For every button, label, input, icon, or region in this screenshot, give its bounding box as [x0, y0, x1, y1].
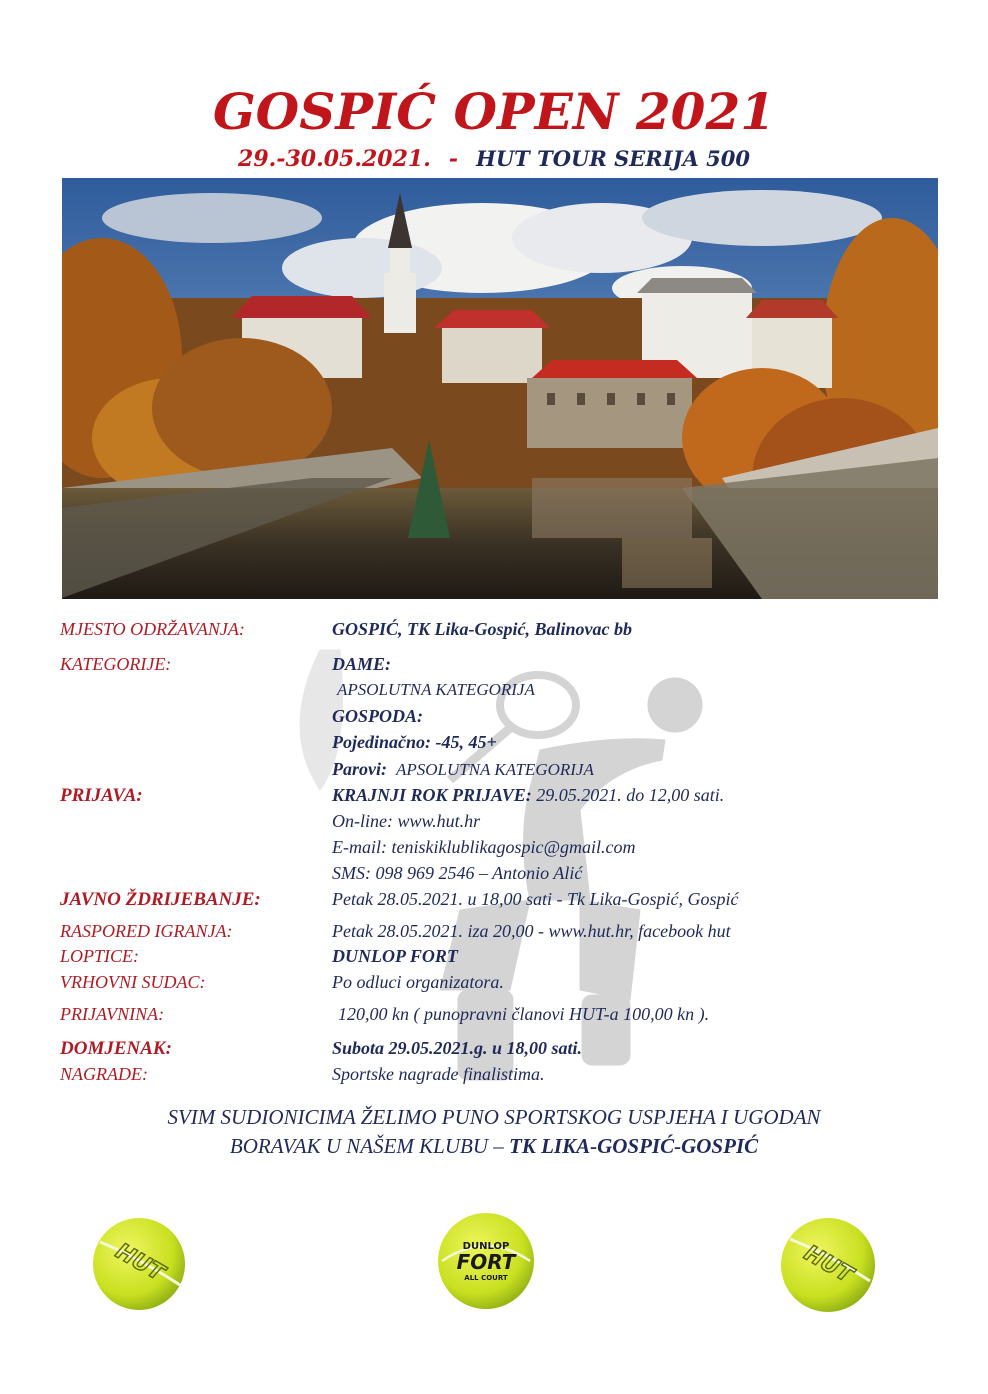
category-men: GOSPODA:	[332, 706, 424, 726]
venue-label: MJESTO ODRŽAVANJA:	[60, 619, 245, 639]
deadline-line	[332, 785, 724, 806]
fee-label: PRIJAVNINA:	[60, 1004, 165, 1024]
detail-row-registration	[0, 785, 988, 811]
event-dates: 29.-30.05.2021.	[238, 146, 431, 172]
detail-row-sms	[0, 863, 988, 889]
dunlop-sub-text: ALL COURT	[464, 1274, 508, 1282]
balls-value: DUNLOP FORT	[332, 946, 458, 966]
draw-label: JAVNO ŽDRIJEBANJE:	[60, 889, 261, 910]
doubles-label: Parovi:	[332, 759, 387, 779]
prizes-label: NAGRADE:	[60, 1064, 148, 1084]
balls-label: LOPTICE:	[60, 946, 140, 966]
registration-label: PRIJAVA:	[60, 785, 143, 806]
subtitle-separator: -	[448, 146, 459, 172]
detail-row-women-category	[0, 680, 988, 706]
dunlop-brand-text: DUNLOP	[462, 1241, 510, 1252]
detail-row-draw	[0, 889, 988, 915]
closing-line-2-start: BORAVAK U NAŠEM KLUBU –	[229, 1134, 504, 1158]
closing-club-name: TK LIKA-GOSPIĆ-GOSPIĆ	[509, 1134, 759, 1158]
prizes-value: Sportske nagrade finalistima.	[332, 1064, 545, 1084]
deadline-label: KRAJNJI ROK PRIJAVE:	[332, 785, 532, 805]
closing-line-1: SVIM SUDIONICIMA ŽELIMO PUNO SPORTSKOG USPJEHA I UGODAN	[167, 1105, 821, 1129]
venue-value: GOSPIĆ, TK Lika-Gospić, Balinovac bb	[332, 619, 632, 639]
poster-title: GOSPIĆ OPEN 2021	[212, 82, 776, 141]
schedule-value: Petak 28.05.2021. iza 20,00 - www.hut.hr, facebook hut	[332, 921, 731, 941]
dunlop-model-text: FORT	[456, 1250, 516, 1274]
reception-label: DOMJENAK:	[60, 1038, 172, 1059]
detail-row-doubles	[0, 759, 988, 785]
tour-series: HUT TOUR SERIJA 500	[476, 146, 750, 171]
category-women: DAME:	[332, 654, 392, 674]
closing-line-2	[0, 1134, 988, 1159]
referee-value: Po odluci organizatora.	[332, 972, 504, 992]
doubles-category: APSOLUTNA KATEGORIJA	[395, 760, 594, 779]
detail-row-email	[0, 837, 988, 863]
email-contact: E-mail: teniskiklublikagospic@gmail.com	[332, 837, 636, 857]
dunlop-fort-tennis-ball-icon	[436, 1211, 536, 1311]
poster-subtitle	[0, 146, 988, 172]
detail-row-fee	[0, 1004, 988, 1030]
doubles-value	[332, 759, 594, 780]
detail-row-online	[0, 811, 988, 837]
referee-label: VRHOVNI SUDAC:	[60, 972, 206, 992]
reception-value: Subota 29.05.2021.g. u 18,00 sati.	[332, 1038, 583, 1058]
hut-logo-text-right: HUT	[799, 1240, 857, 1289]
detail-row-referee	[0, 972, 988, 998]
detail-row-venue	[0, 619, 988, 645]
detail-row-categories	[0, 654, 988, 680]
hut-logo-text-left: HUT	[111, 1239, 169, 1287]
detail-row-reception	[0, 1038, 988, 1064]
fee-value: 120,00 kn ( punopravni članovi HUT-a 100,00 kn ).	[338, 1004, 710, 1024]
hut-tennis-ball-right-icon	[780, 1217, 876, 1313]
women-category-value: APSOLUTNA KATEGORIJA	[337, 680, 535, 699]
detail-row-singles	[0, 732, 988, 758]
singles-value: Pojedinačno: -45, 45+	[332, 732, 497, 752]
detail-row-men	[0, 706, 988, 732]
detail-row-schedule	[0, 921, 988, 947]
detail-row-balls	[0, 946, 988, 972]
detail-row-prizes	[0, 1064, 988, 1090]
sms-contact: SMS: 098 969 2546 – Antonio Alić	[332, 863, 583, 883]
categories-label: KATEGORIJE:	[60, 654, 172, 674]
schedule-label: RASPORED IGRANJA:	[60, 921, 233, 941]
online-registration: On-line: www.hut.hr	[332, 811, 481, 831]
hut-tennis-ball-left-icon	[92, 1217, 186, 1311]
draw-value: Petak 28.05.2021. u 18,00 sati - Tk Lika-Gospić, Gospić	[332, 889, 739, 909]
deadline-value: 29.05.2021. do 12,00 sati.	[536, 785, 725, 805]
town-landscape-image	[62, 178, 938, 599]
